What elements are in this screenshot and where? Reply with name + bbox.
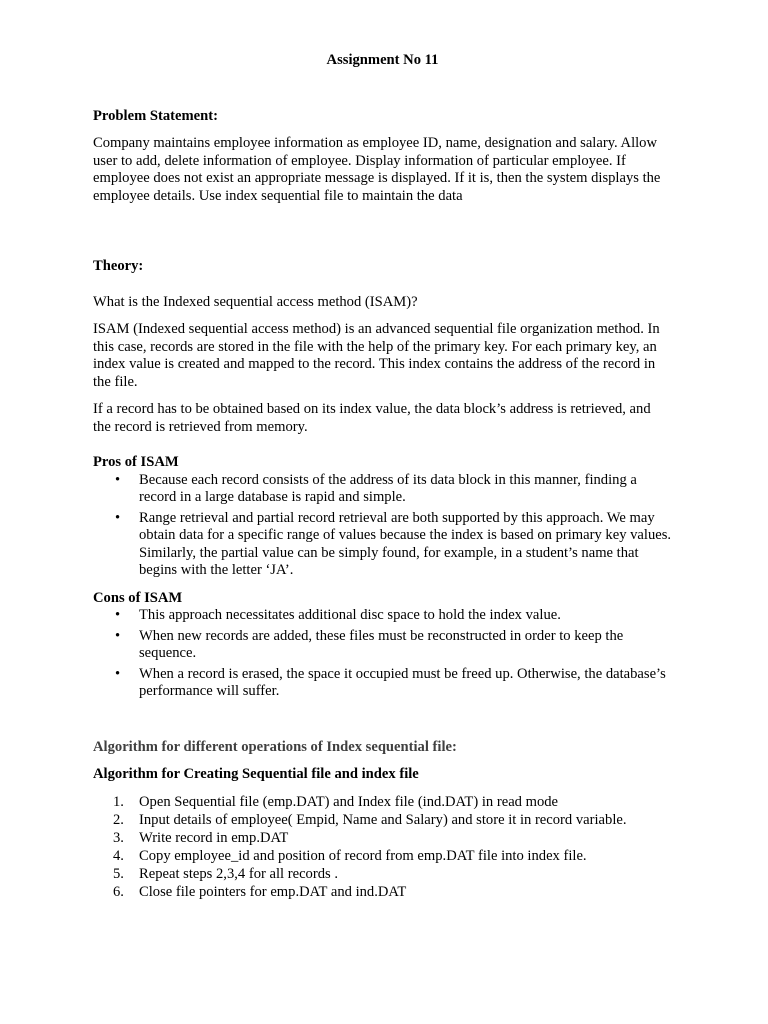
- cons-heading: Cons of ISAM: [93, 589, 183, 606]
- list-item: [93, 607, 672, 625]
- step-text: Copy employee_id and position of record from emp.DAT file into index file.: [139, 847, 587, 864]
- list-item-text: When new records are added, these files must be reconstructed in order to keep the sequence.: [139, 627, 624, 661]
- step-number: 4.: [113, 847, 124, 864]
- problem-statement-text: Company maintains employee information as employee ID, name, designation and salary. Allow user to add, delete information of employee. Display information of particular employee. If employee does not exist an appropriate message is displayed. If it is, then the system displays the employee details. Use index sequential file to maintain the data: [93, 135, 661, 204]
- step-text: Input details of employee( Empid, Name and Salary) and store it in record variable.: [139, 811, 627, 828]
- list-item-text: Because each record consists of the address of its data block in this manner, finding a record in a large database is rapid and simple.: [139, 471, 637, 505]
- step-item: [93, 812, 672, 830]
- step-number: 6.: [113, 883, 124, 900]
- list-item: [93, 666, 672, 701]
- step-item: [93, 848, 672, 866]
- step-text: Close file pointers for emp.DAT and ind.DAT: [139, 883, 407, 900]
- list-item: [93, 510, 672, 580]
- step-item: [93, 830, 672, 848]
- pros-heading: Pros of ISAM: [93, 454, 179, 470]
- theory-heading: Theory:: [93, 258, 144, 274]
- step-number: 3.: [113, 829, 124, 846]
- list-item-text: Range retrieval and partial record retrieval are both supported by this approach. We may obtain data for a specific range of values because the index is based on primary key values. Similarly, the partial value can be simply found, for example, in a student’s name that begins with the letter ‘JA’.: [139, 509, 672, 578]
- list-item-text: When a record is erased, the space it occupied must be freed up. Otherwise, the database’s performance will suffer.: [139, 665, 666, 699]
- step-item: [93, 794, 672, 812]
- pros-list: [93, 472, 672, 580]
- cons-list: [93, 607, 672, 701]
- algorithm-main-heading: Algorithm for different operations of Index sequential file:: [93, 738, 457, 755]
- step-item: [93, 866, 672, 884]
- list-item-text: This approach necessitates additional disc space to hold the index value.: [139, 607, 561, 623]
- step-text: Open Sequential file (emp.DAT) and Index file (ind.DAT) in read mode: [139, 793, 559, 810]
- bullet-icon: •: [115, 665, 121, 682]
- step-number: 5.: [113, 865, 124, 882]
- list-item: [93, 472, 672, 507]
- step-text: Write record in emp.DAT: [139, 829, 289, 846]
- document-title: Assignment No 11: [326, 52, 439, 68]
- bullet-icon: •: [115, 509, 121, 526]
- algorithm-sub-heading: Algorithm for Creating Sequential file and index file: [93, 766, 419, 782]
- step-item: [93, 884, 672, 902]
- isam-definition-paragraph: ISAM (Indexed sequential access method) is an advanced sequential file organization method. In this case, records are stored in the file with the help of the primary key. For each primary key, an index value is created and mapped to the record. This index contains the address of the record in the file.: [93, 321, 660, 390]
- step-number: 2.: [113, 811, 124, 828]
- problem-statement-heading: Problem Statement:: [93, 107, 218, 124]
- isam-question: What is the Indexed sequential access method (ISAM)?: [93, 293, 418, 310]
- bullet-icon: •: [115, 607, 121, 623]
- bullet-icon: •: [115, 471, 121, 488]
- isam-retrieval-paragraph: If a record has to be obtained based on its index value, the data block’s address is retrieved, and the record is retrieved from memory.: [93, 401, 651, 435]
- bullet-icon: •: [115, 627, 121, 644]
- list-item: [93, 628, 672, 663]
- step-text: Repeat steps 2,3,4 for all records .: [139, 865, 338, 882]
- step-number: 1.: [113, 793, 124, 810]
- algorithm-steps-list: [93, 794, 672, 902]
